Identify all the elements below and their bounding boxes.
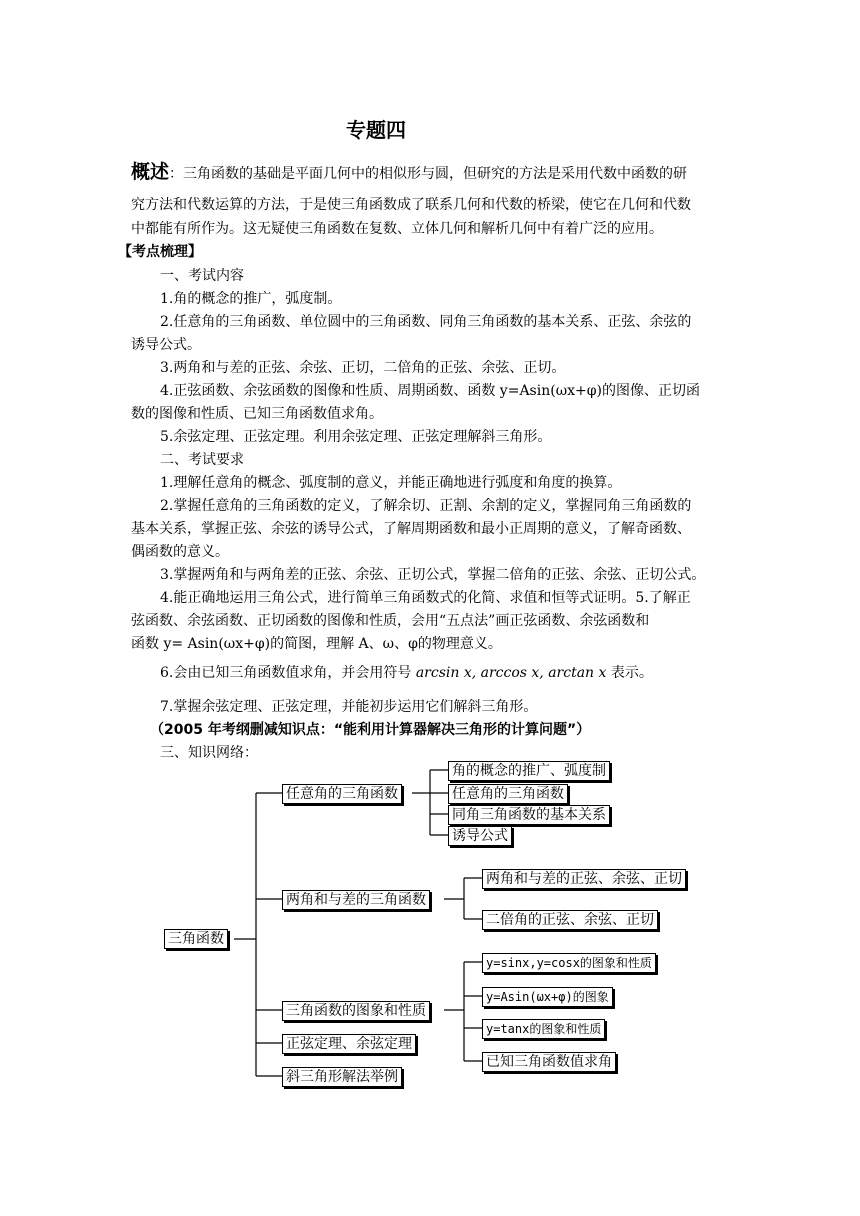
diagram-b3-child-1: y=sinx,y=cosx的图象和性质 — [482, 953, 656, 973]
knowledge-network-diagram — [160, 758, 720, 1092]
part1-item4b: 数的图像和性质、已知三角函数值求角。 — [131, 406, 383, 422]
part2-item4a: 4.能正确地运用三角公式，进行简单三角函数式的化简、求值和恒等式证明。5.了解正 — [160, 590, 691, 606]
part2-item7: 7.掌握余弦定理、正弦定理，并能初步运用它们解斜三角形。 — [160, 699, 538, 715]
diagram-branch-5: 斜三角形解法举例 — [282, 1067, 402, 1087]
part2-item2b: 基本关系，掌握正弦、余弦的诱导公式，了解周期函数和最小正周期的意义，了解奇函数、 — [131, 521, 691, 537]
diagram-b1-child-3: 同角三角函数的基本关系 — [448, 805, 610, 825]
diagram-branch-2: 两角和与差的三角函数 — [282, 890, 430, 910]
diagram-b2-child-1: 两角和与差的正弦、余弦、正切 — [482, 869, 686, 889]
diagram-b1-child-1: 角的概念的推广、弧度制 — [448, 761, 610, 781]
diagram-branch-3: 三角函数的图象和性质 — [282, 1001, 430, 1021]
part2-item6 — [160, 663, 760, 683]
overview-line-1 — [131, 162, 731, 184]
diagram-b3-child-3: y=tanx的图象和性质 — [482, 1019, 605, 1039]
page-title: 专题四 — [346, 118, 406, 142]
part2-item4c: 函数 y= Asin(ωx+φ)的简图，理解 A、ω、φ的物理意义。 — [131, 636, 502, 652]
overview-line-2: 究方法和代数运算的方法，于是使三角函数成了联系几何和代数的桥梁，使它在几何和代数 — [131, 197, 691, 213]
diagram-b3-child-2: y=Asin(ωx+φ)的图象 — [482, 987, 613, 1007]
part2-item6-math: arcsin x, arccos x, arctan x — [415, 665, 607, 681]
part2-item2c: 偶函数的意义。 — [131, 544, 229, 560]
part3-heading: 三、知识网络： — [160, 745, 258, 761]
part2-item4b: 弦函数、余弦函数、正切函数的图像和性质，会用“五点法”画正弦函数、余弦函数和 — [131, 613, 650, 629]
part2-heading: 二、考试要求 — [160, 452, 244, 468]
diagram-b1-child-2: 任意角的三角函数 — [448, 784, 568, 804]
part1-item1: 1.角的概念的推广，弧度制。 — [160, 291, 342, 307]
part1-item2b: 诱导公式。 — [131, 337, 201, 353]
diagram-root: 三角函数 — [164, 929, 228, 949]
part2-item1: 1.理解任意角的概念、弧度制的意义，并能正确地进行弧度和角度的换算。 — [160, 475, 622, 491]
part1-item3: 3.两角和与差的正弦、余弦、正切，二倍角的正弦、余弦、正切。 — [160, 360, 566, 376]
part2-item3: 3.掌握两角和与两角差的正弦、余弦、正切公式，掌握二倍角的正弦、余弦、正切公式。 — [160, 567, 706, 583]
part1-item4a: 4.正弦函数、余弦函数的图像和性质、周期函数、函数 y=Asin(ωx+φ)的图像、正切函 — [160, 383, 701, 399]
section-heading: 【考点梳理】 — [118, 244, 202, 260]
diagram-branch-1: 任意角的三角函数 — [282, 784, 402, 804]
part1-item2a: 2.任意角的三角函数、单位圆中的三角函数、同角三角函数的基本关系、正弦、余弦的 — [160, 314, 692, 330]
part2-note: （2005 年考纲删减知识点：“能利用计算器解决三角形的计算问题”） — [150, 722, 591, 738]
part2-item6-post: 表示。 — [606, 665, 653, 681]
overview-line-3: 中都能有所作为。这无疑使三角函数在复数、立体几何和解析几何中有着广泛的应用。 — [131, 221, 663, 237]
diagram-b2-child-2: 二倍角的正弦、余弦、正切 — [482, 910, 658, 930]
part1-item5: 5.余弦定理、正弦定理。利用余弦定理、正弦定理解斜三角形。 — [160, 429, 552, 445]
part2-item6-pre: 6.会由已知三角函数值求角，并会用符号 — [160, 665, 416, 681]
overview-text-1: ：三角函数的基础是平面几何中的相似形与圆，但研究的方法是采用代数中函数的研 — [169, 166, 688, 182]
diagram-branch-4: 正弦定理、余弦定理 — [282, 1034, 416, 1054]
diagram-b1-child-4: 诱导公式 — [448, 826, 512, 846]
part2-item2a: 2.掌握任意角的三角函数的定义，了解余切、正割、余割的定义，掌握同角三角函数的 — [160, 498, 692, 514]
diagram-b3-child-4: 已知三角函数值求角 — [482, 1052, 616, 1072]
part1-heading: 一、考试内容 — [160, 268, 244, 284]
overview-heading: 概述 — [131, 161, 170, 183]
